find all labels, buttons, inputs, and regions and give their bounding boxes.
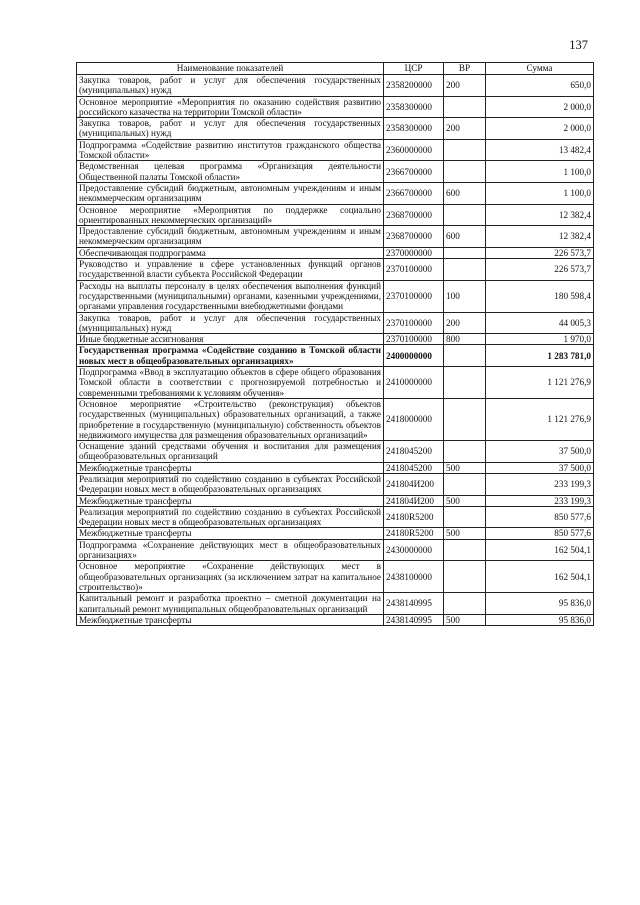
row-name: Ведомственная целевая программа «Организация деятельности Общественной палаты Томской области» <box>77 161 384 183</box>
row-csr: 2370100000 <box>384 280 444 312</box>
row-vr <box>444 398 486 440</box>
row-vr <box>444 259 486 281</box>
table-row <box>77 334 594 345</box>
row-csr: 2418045200 <box>384 441 444 463</box>
table-row <box>77 614 594 625</box>
table-header-row <box>77 63 594 75</box>
row-vr <box>444 161 486 183</box>
table-row <box>77 561 594 593</box>
row-name: Предоставление субсидий бюджетным, автономным учреждениям и иным некоммерческим организациям <box>77 226 384 248</box>
row-vr: 200 <box>444 75 486 97</box>
row-name: Государственная программа «Содействие созданию в Томской области новых мест в общеобразовательных организациях» <box>77 345 384 367</box>
row-sum: 95 836,0 <box>486 593 594 615</box>
table-row <box>77 593 594 615</box>
row-sum: 162 504,1 <box>486 561 594 593</box>
row-sum: 1 970,0 <box>486 334 594 345</box>
row-name: Основное мероприятие «Мероприятия по оказанию содействия развитию российского казачества на территории Томской области» <box>77 96 384 118</box>
table-row <box>77 506 594 528</box>
row-vr: 200 <box>444 312 486 334</box>
row-vr: 500 <box>444 528 486 539</box>
row-csr: 241804И200 <box>384 495 444 506</box>
row-sum: 95 836,0 <box>486 614 594 625</box>
budget-table <box>76 62 594 626</box>
row-name: Реализация мероприятий по содействию созданию в субъектах Российской Федерации новых мест в общеобразовательных организациях <box>77 506 384 528</box>
row-sum: 233 199,3 <box>486 473 594 495</box>
table-row <box>77 345 594 367</box>
row-sum: 12 382,4 <box>486 204 594 226</box>
row-name: Основное мероприятие «Строительство (реконструкция) объектов государственных (муниципальных) образовательных организаций, а также приобретение в государственную (муниципальную) собственность объектов недвижимого имущества для размещения образовательных организаций» <box>77 398 384 440</box>
row-csr: 24180R5200 <box>384 528 444 539</box>
row-name: Предоставление субсидий бюджетным, автономным учреждениям и иным некоммерческим организациям <box>77 182 384 204</box>
row-csr: 2368700000 <box>384 204 444 226</box>
row-csr: 2370000000 <box>384 247 444 258</box>
row-vr <box>444 593 486 615</box>
row-vr <box>444 473 486 495</box>
row-csr: 2418045200 <box>384 462 444 473</box>
row-vr: 500 <box>444 462 486 473</box>
row-vr <box>444 561 486 593</box>
row-sum: 2 000,0 <box>486 118 594 140</box>
row-csr: 2438140995 <box>384 593 444 615</box>
row-csr: 2370100000 <box>384 334 444 345</box>
table-row <box>77 462 594 473</box>
row-csr: 2430000000 <box>384 539 444 561</box>
row-sum: 850 577,6 <box>486 528 594 539</box>
row-name: Межбюджетные трансферты <box>77 495 384 506</box>
row-name: Подпрограмма «Ввод в эксплуатацию объектов в сфере общего образования Томской области в соответствии с прогнозируемой потребностью и современными требованиями к условиям обучения» <box>77 367 384 399</box>
row-name: Закупка товаров, работ и услуг для обеспечения государственных (муниципальных) нужд <box>77 118 384 140</box>
row-csr: 2366700000 <box>384 182 444 204</box>
row-sum: 233 199,3 <box>486 495 594 506</box>
row-vr <box>444 96 486 118</box>
row-csr: 2358300000 <box>384 96 444 118</box>
row-sum: 37 500,0 <box>486 462 594 473</box>
row-name: Закупка товаров, работ и услуг для обеспечения государственных (муниципальных) нужд <box>77 312 384 334</box>
row-csr: 2358200000 <box>384 75 444 97</box>
row-sum: 650,0 <box>486 75 594 97</box>
row-name: Оснащение зданий средствами обучения и воспитания для размещения общеобразовательных организаций <box>77 441 384 463</box>
row-name: Основное мероприятие «Мероприятия по поддержке социально ориентированных некоммерческих организаций» <box>77 204 384 226</box>
row-vr <box>444 539 486 561</box>
table-row <box>77 441 594 463</box>
row-name: Межбюджетные трансферты <box>77 462 384 473</box>
row-name: Подпрограмма «Содействие развитию институтов гражданского общества Томской области» <box>77 139 384 161</box>
page-number: 137 <box>569 38 588 52</box>
header-vr: ВР <box>444 63 486 75</box>
table-row <box>77 539 594 561</box>
table-row <box>77 75 594 97</box>
row-name: Основное мероприятие «Сохранение действующих мест в общеобразовательных организациях (за исключением затрат на капитальное строительство)» <box>77 561 384 593</box>
table-row <box>77 398 594 440</box>
row-csr: 2438100000 <box>384 561 444 593</box>
row-sum: 226 573,7 <box>486 259 594 281</box>
row-vr: 200 <box>444 118 486 140</box>
row-sum: 1 100,0 <box>486 182 594 204</box>
row-sum: 1 100,0 <box>486 161 594 183</box>
row-vr <box>444 345 486 367</box>
table-row <box>77 96 594 118</box>
row-csr: 2360000000 <box>384 139 444 161</box>
row-csr: 2366700000 <box>384 161 444 183</box>
row-name: Руководство и управление в сфере установленных функций органов государственной власти субъекта Российской Федерации <box>77 259 384 281</box>
row-vr: 800 <box>444 334 486 345</box>
row-csr: 2370100000 <box>384 312 444 334</box>
row-name: Иные бюджетные ассигнования <box>77 334 384 345</box>
row-vr <box>444 204 486 226</box>
table-row <box>77 247 594 258</box>
table-row <box>77 528 594 539</box>
row-csr: 2410000000 <box>384 367 444 399</box>
table-row <box>77 139 594 161</box>
row-name: Обеспечивающая подпрограмма <box>77 247 384 258</box>
row-vr <box>444 506 486 528</box>
table-row <box>77 204 594 226</box>
header-csr: ЦСР <box>384 63 444 75</box>
table-row <box>77 259 594 281</box>
table-row <box>77 312 594 334</box>
table-row <box>77 226 594 248</box>
header-sum: Сумма <box>486 63 594 75</box>
row-name: Межбюджетные трансферты <box>77 528 384 539</box>
row-sum: 1 283 781,0 <box>486 345 594 367</box>
table-body <box>77 75 594 626</box>
table-row <box>77 495 594 506</box>
row-sum: 162 504,1 <box>486 539 594 561</box>
row-sum: 226 573,7 <box>486 247 594 258</box>
row-name: Реализация мероприятий по содействию созданию в субъектах Российской Федерации новых мест в общеобразовательных организациях <box>77 473 384 495</box>
row-sum: 2 000,0 <box>486 96 594 118</box>
row-vr <box>444 441 486 463</box>
row-csr: 24180R5200 <box>384 506 444 528</box>
row-csr: 2368700000 <box>384 226 444 248</box>
row-vr <box>444 367 486 399</box>
table-row <box>77 280 594 312</box>
row-name: Капитальный ремонт и разработка проектно – сметной документации на капитальный ремонт муниципальных общеобразовательных организаций <box>77 593 384 615</box>
row-vr <box>444 139 486 161</box>
row-sum: 37 500,0 <box>486 441 594 463</box>
row-sum: 12 382,4 <box>486 226 594 248</box>
row-name: Межбюджетные трансферты <box>77 614 384 625</box>
row-sum: 44 005,3 <box>486 312 594 334</box>
table-row <box>77 161 594 183</box>
row-vr: 500 <box>444 614 486 625</box>
row-csr: 2370100000 <box>384 259 444 281</box>
table-row <box>77 118 594 140</box>
table-row <box>77 182 594 204</box>
row-csr: 2358300000 <box>384 118 444 140</box>
header-name: Наименование показателей <box>77 63 384 75</box>
row-csr: 241804И200 <box>384 473 444 495</box>
row-vr: 500 <box>444 495 486 506</box>
row-csr: 2418000000 <box>384 398 444 440</box>
row-sum: 1 121 276,9 <box>486 398 594 440</box>
row-csr: 2438140995 <box>384 614 444 625</box>
row-name: Расходы на выплаты персоналу в целях обеспечения выполнения функций государственными (муниципальными) органами, казенными учреждениями, органами управления государственными внебюджетными фондами <box>77 280 384 312</box>
row-vr: 100 <box>444 280 486 312</box>
row-sum: 180 598,4 <box>486 280 594 312</box>
row-sum: 850 577,6 <box>486 506 594 528</box>
row-sum: 13 482,4 <box>486 139 594 161</box>
table-row <box>77 367 594 399</box>
table-row <box>77 473 594 495</box>
row-name: Закупка товаров, работ и услуг для обеспечения государственных (муниципальных) нужд <box>77 75 384 97</box>
row-vr: 600 <box>444 182 486 204</box>
row-vr: 600 <box>444 226 486 248</box>
row-vr <box>444 247 486 258</box>
row-csr: 2400000000 <box>384 345 444 367</box>
row-sum: 1 121 276,9 <box>486 367 594 399</box>
row-name: Подпрограмма «Сохранение действующих мест в общеобразовательных организациях» <box>77 539 384 561</box>
